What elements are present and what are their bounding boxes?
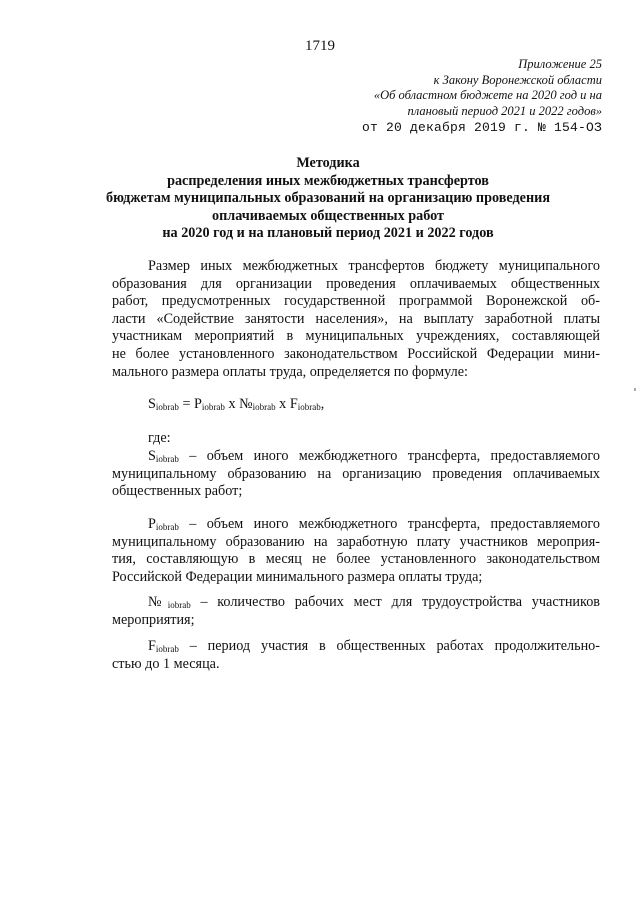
text-line: тия, составляющую в месяц не более установленного законодательством (112, 551, 600, 568)
appendix-header (272, 57, 602, 119)
text-line: не более установленного законодательством Российской Федерации мини- (112, 345, 600, 362)
appendix-line: «Об областном бюджете на 2020 год и на (373, 88, 602, 102)
text-line: работ, предусмотренных государственной программой Воронежской об- (112, 293, 600, 310)
definition-p (112, 516, 600, 586)
text-line: мероприятия; (112, 611, 195, 628)
text-line (112, 448, 600, 466)
appendix-line: к Закону Воронежской области (433, 72, 602, 87)
where-label: где: (148, 430, 171, 446)
page-number: 1719 (305, 38, 335, 54)
definition-symbol: F (148, 638, 156, 654)
scan-mark (634, 388, 636, 391)
text-line: Российской Федерации минимального размера оплаты труда; (112, 568, 483, 585)
title-line: бюджетам муниципальных образований на организацию проведения (106, 190, 550, 206)
definition-symbol: S (148, 448, 156, 464)
text-line: муниципальному образованию на организацию проведения оплачиваемых (112, 465, 600, 482)
text-line: стью до 1 месяца. (112, 655, 220, 672)
definition-subscript: iobrab (167, 600, 191, 610)
definition-subscript: iobrab (155, 522, 179, 532)
definition-subscript: iobrab (155, 454, 179, 464)
text-line (112, 516, 600, 534)
formula (148, 396, 324, 414)
definition-text: – объем иного межбюджетного трансферта, предоставляемого (178, 448, 600, 464)
definition-symbol: № (148, 594, 168, 610)
law-date-stamp: от 20 декабря 2019 г. № 154-ОЗ (361, 120, 602, 135)
formula-punctuation: , (320, 396, 325, 412)
formula-symbol: № (239, 396, 253, 412)
appendix-line: плановый период 2021 и 2022 годов» (407, 103, 602, 118)
definition-subscript: iobrab (155, 644, 179, 654)
definition-f (112, 638, 600, 673)
definition-s (112, 448, 600, 501)
text-line: участникам мероприятий в муниципальных учреждениях, составляющей (112, 328, 600, 345)
formula-operator: x (275, 396, 290, 412)
title-line: оплачиваемых общественных работ (211, 207, 445, 224)
formula-symbol: S (148, 396, 156, 412)
definition-text: – период участия в общественных работах продолжительно- (178, 638, 600, 654)
title-line: на 2020 год и на плановый период 2021 и 2022 годов (162, 225, 494, 241)
text-line (112, 594, 600, 612)
formula-subscript: iobrab (201, 402, 225, 412)
formula-subscript: iobrab (297, 402, 321, 412)
definition-text: – количество рабочих мест для трудоустройства участников (190, 594, 600, 610)
appendix-line: Приложение 25 (518, 57, 602, 71)
title-line: распределения иных межбюджетных трансфертов (167, 172, 489, 189)
formula-subscript: iobrab (155, 402, 179, 412)
text-line (112, 638, 600, 656)
text-line: общественных работ; (112, 483, 243, 500)
text-line: ласти «Содействие занятости населения», на выплату заработной платы (112, 310, 600, 327)
text-line: муниципальному образованию на заработную плату участников мероприя- (112, 533, 600, 550)
definition-n (112, 594, 600, 629)
text-line: образования для организации проведения оплачиваемых общественных (112, 275, 600, 292)
intro-paragraph (112, 258, 600, 381)
formula-operator: = (178, 396, 194, 412)
formula-symbol: P (194, 396, 202, 412)
definition-text: – объем иного межбюджетного трансферта, предоставляемого (178, 516, 600, 532)
formula-subscript: iobrab (252, 402, 276, 412)
text-line: мального размера оплаты труда, определяется по формуле: (112, 363, 468, 380)
formula-operator: x (224, 396, 240, 412)
formula-symbol: F (289, 396, 298, 412)
text-line: Размер иных межбюджетных трансфертов бюджету муниципального (148, 258, 600, 274)
title-line: Методика (296, 155, 360, 171)
document-title (40, 155, 616, 243)
definition-symbol: P (148, 516, 156, 532)
